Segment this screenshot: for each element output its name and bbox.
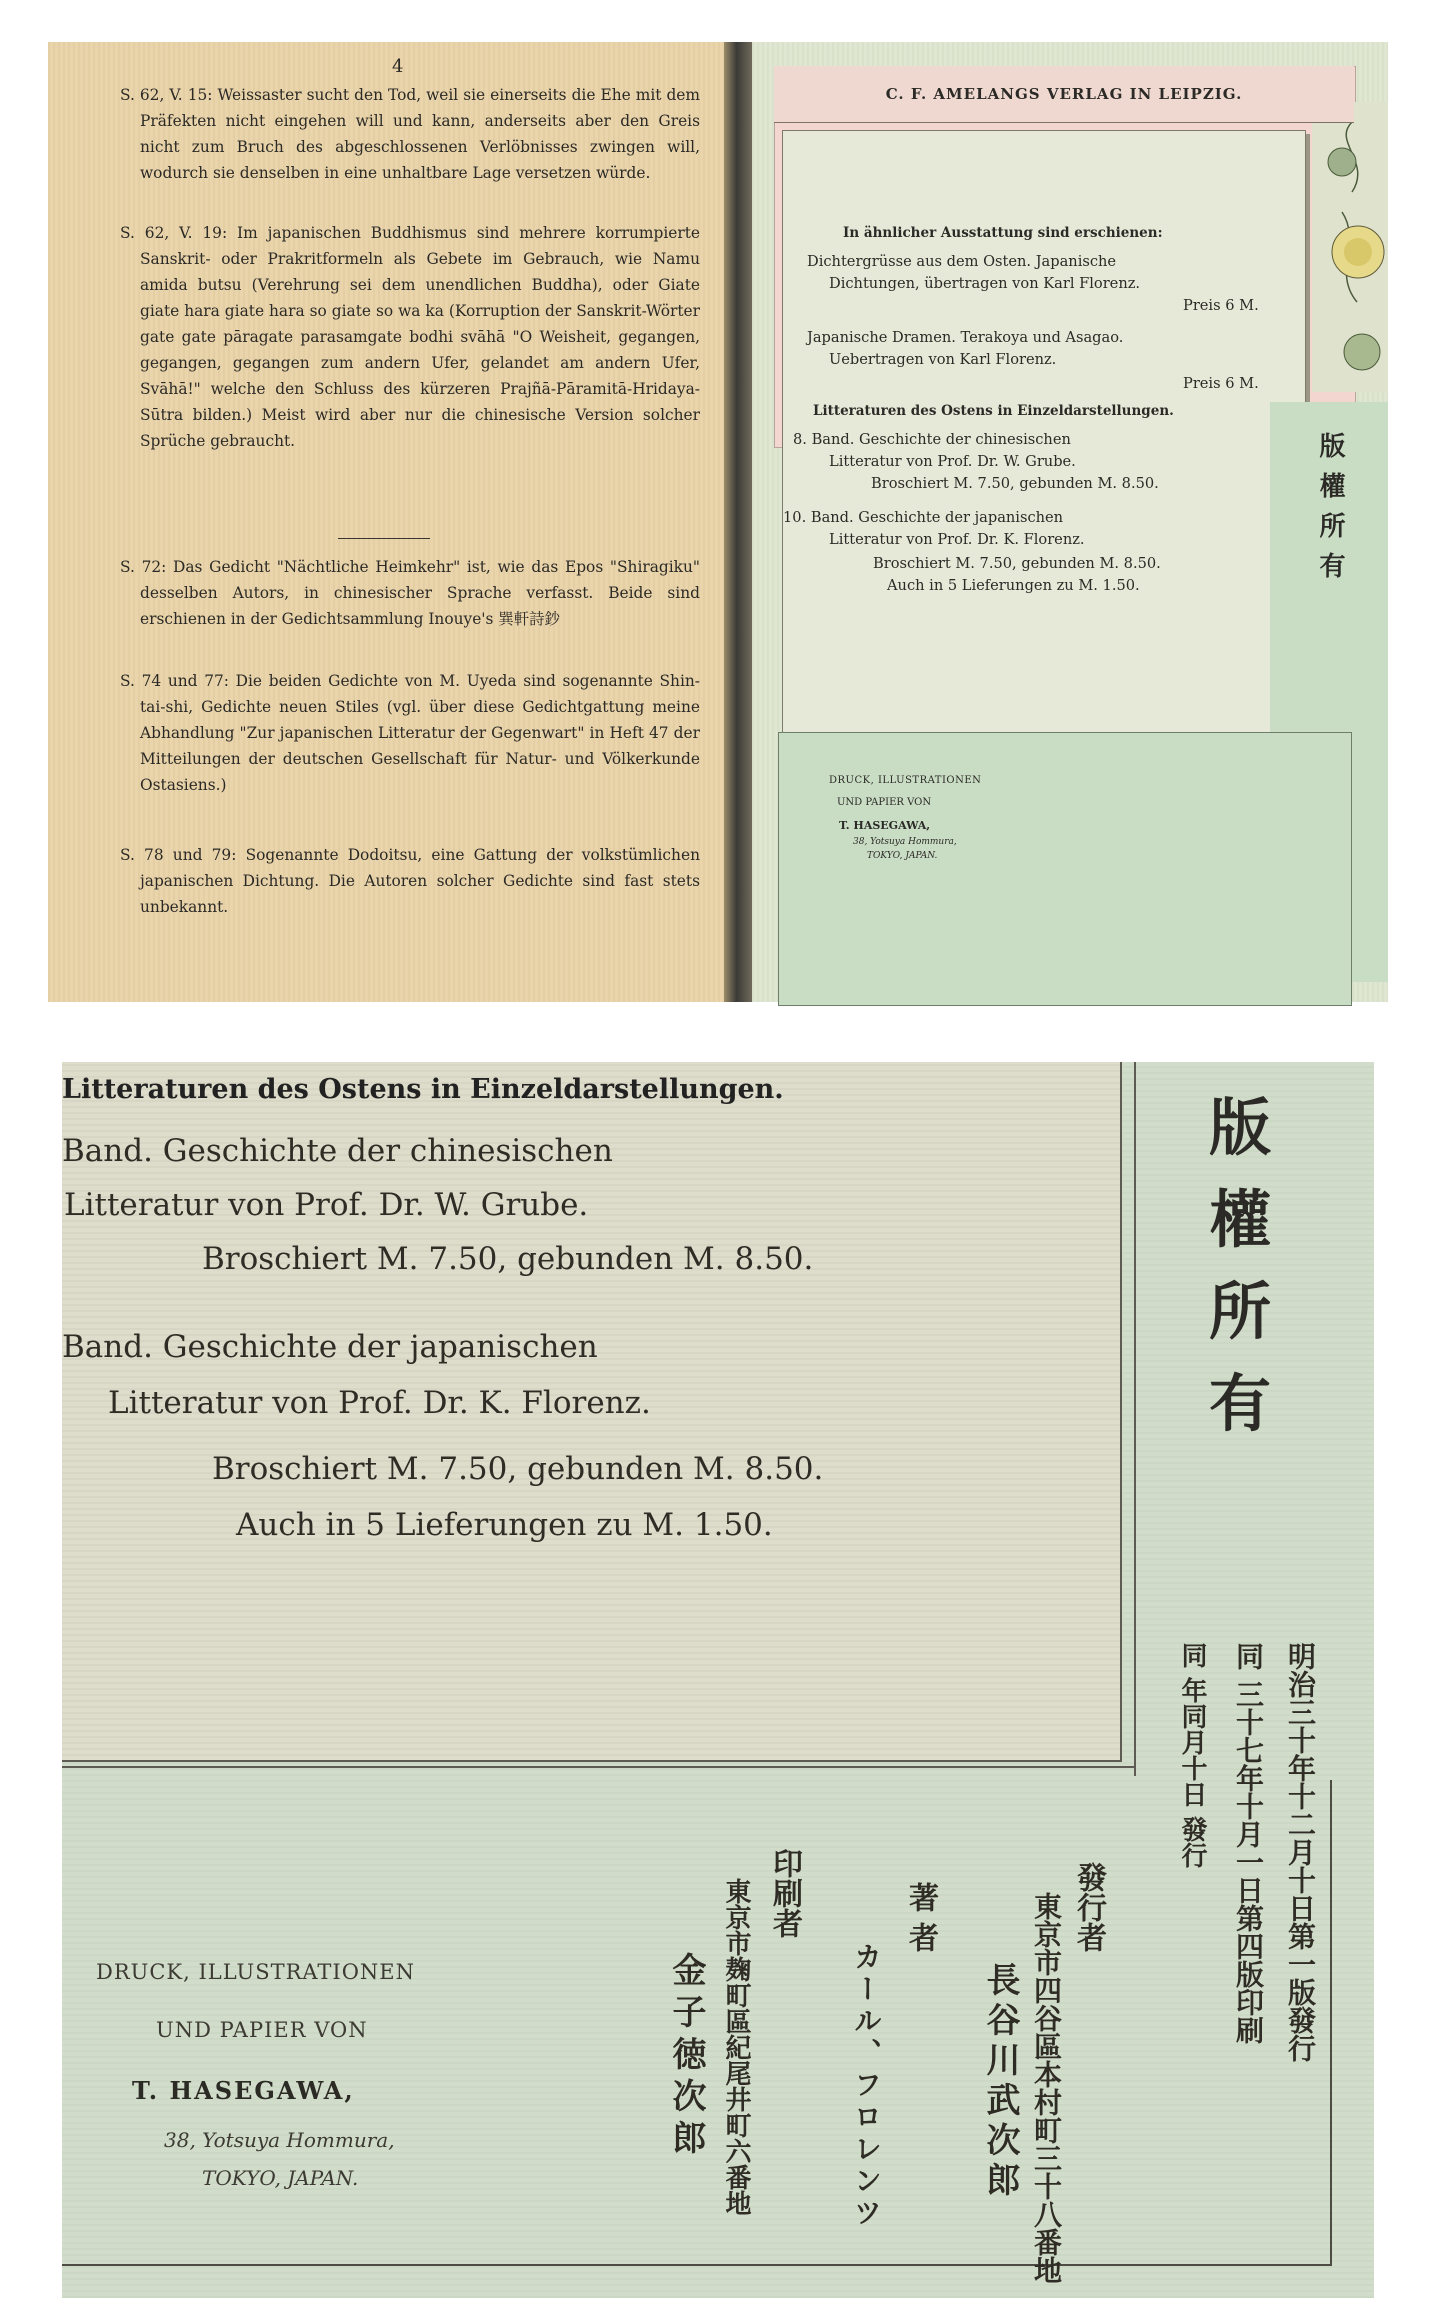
- imprint-en-line4: 38, Yotsuya Hommura,: [853, 837, 957, 847]
- ad-item1-line1: Dichtergrüsse aus dem Osten. Japanische: [807, 253, 1117, 270]
- publisher-label: 發行者: [1071, 1862, 1106, 1952]
- zoom-band-b-line2: Litteratur von Prof. Dr. K. Florenz.: [108, 1385, 651, 1421]
- ad-item2-price: Preis 6 M.: [1183, 375, 1259, 392]
- advertisement-box: [782, 130, 1306, 752]
- zoom-band-b-line1: Band. Geschichte der japanischen: [62, 1329, 598, 1365]
- book-gutter: [724, 42, 752, 1002]
- zoom-band-a-line3: Broschiert M. 7.50, gebunden M. 8.50.: [202, 1241, 814, 1277]
- date-first-edition: 明治三十年十二月十日第一版發行: [1284, 1642, 1317, 2062]
- imprint-en-line2: UND PAPIER VON: [837, 797, 932, 808]
- imprint-en-line1: DRUCK, ILLUSTRATIONEN: [829, 775, 982, 786]
- zoom-band-a-line1: Band. Geschichte der chinesischen: [62, 1133, 613, 1169]
- copyright-stamp: 版權所有: [1315, 432, 1345, 592]
- top-book-spread: [48, 42, 1388, 1002]
- left-page: [48, 42, 724, 1002]
- printer-label: 印刷者: [767, 1848, 802, 1938]
- date-fourth-issue: 同 年同月十日 發行: [1177, 1642, 1207, 1869]
- series-heading: Litteraturen des Ostens in Einzeldarstellungen.: [813, 403, 1174, 419]
- band10-line1: 10. Band. Geschichte der japanischen: [783, 509, 1064, 526]
- author-name: カール、フロレンツ: [850, 1942, 883, 2230]
- band10-line4: Auch in 5 Lieferungen zu M. 1.50.: [887, 577, 1140, 594]
- zoom-band-a-line2: Litteratur von Prof. Dr. W. Grube.: [64, 1187, 589, 1223]
- note-s74-77: S. 74 und 77: Die beiden Gedichte von M. Uyeda sind sogenannte Shin-tai-shi, Gedichte neuen Stiles (vgl. über diese Gedichtgattung meine Abhandlung "Zur japanischen Litteratur der Gegenwart" in Heft 47 der Mitteilungen der deutschen Gesellschaft für Natur- und Völkerkunde Ostasiens.): [120, 672, 700, 794]
- note-s62-v15: S. 62, V. 15: Weissaster sucht den Tod, weil sie einerseits die Ehe mit dem Präfekten nicht eingehen will und kann, anderseits aber den Greis nicht zum Bruch des abgeschlossenen Verlöbnisses zwingen will, wodurch sie denselben in eine unhaltbare Lage versetzen würde.: [120, 86, 700, 182]
- right-page: [752, 42, 1388, 1002]
- band8-line1: 8. Band. Geschichte der chinesischen: [793, 431, 1071, 448]
- note-s62-v19: S. 62, V. 19: Im japanischen Buddhismus sind mehrere korrumpierte Sanskrit- oder Prakritformeln als Gebete im Gebrauch, wie Namu amida butsu (Verehrung sei dem unendlichen Buddha), oder Giate giate hara giate hara so giate so wa ka (Korruption der Sanskrit-Wörter gate gate pāragate parasamgate bodhi svāhā "O Weisheit, gegangen, gegangen, gegangen zum andern Ufer, gelandet am andern Ufer, Svāhā!" welche den Schluss des kürzeren Prajñā-Pāramitā-Hridaya-Sūtra bilden.) Meist wird aber nur die chinesische Version solcher Sprüche gebraucht.: [120, 224, 700, 450]
- zoom-imprint-en-line3: T. HASEGAWA,: [132, 2076, 355, 2105]
- divider-rule: [338, 538, 430, 539]
- zoom-imprint-en-line1: DRUCK, ILLUSTRATIONEN: [96, 1960, 416, 1984]
- zoom-panel-border: [62, 1766, 1134, 1778]
- zoom-copyright-stamp: [1200, 1082, 1280, 1450]
- band10-line2: Litteratur von Prof. Dr. K. Florenz.: [829, 531, 1085, 548]
- author-label: 著者: [903, 1882, 938, 1962]
- copyright-char-1: 版: [1208, 1091, 1271, 1164]
- copyright-char-3: 所: [1208, 1275, 1271, 1348]
- band10-line3: Broschiert M. 7.50, gebunden M. 8.50.: [873, 555, 1161, 572]
- publisher-header-text: C. F. AMELANGS VERLAG IN LEIPZIG.: [885, 85, 1243, 103]
- publisher-header: [774, 66, 1354, 123]
- copyright-char-2: 權: [1208, 1183, 1271, 1256]
- ad-item1-line2: Dichtungen, übertragen von Karl Florenz.: [829, 275, 1141, 292]
- note-s72: S. 72: Das Gedicht "Nächtliche Heimkehr" ist, wie das Epos "Shiragiku" desselben Autors, in chinesischer Sprache verfasst. Beide sind erschienen in der Gedichtsammlung Inouye's 巽軒詩鈔: [120, 558, 700, 628]
- note-s78-79: S. 78 und 79: Sogenannte Dodoitsu, eine Gattung der volkstümlichen japanischen Dichtung. Die Autoren solcher Gedichte sind fast stets unbekannt.: [120, 846, 700, 916]
- imprint-en-line5: TOKYO, JAPAN.: [867, 851, 938, 861]
- zoom-band-b-line3: Broschiert M. 7.50, gebunden M. 8.50.: [212, 1451, 824, 1487]
- printer-address: 東京市麹町區紀尾井町六番地: [721, 1878, 751, 2216]
- page-number: 4: [392, 56, 404, 77]
- zoom-series-heading: Litteraturen des Ostens in Einzeldarstellungen.: [62, 1074, 784, 1105]
- publisher-name: 長谷川武次郎: [980, 1962, 1020, 2202]
- printer-name: 金子徳次郎: [666, 1952, 706, 2162]
- ad-heading: In ähnlicher Ausstattung sind erschienen:: [843, 225, 1163, 241]
- ad-item2-line1: Japanische Dramen. Terakoya und Asagao.: [807, 329, 1124, 346]
- zoom-imprint-en-line2: UND PAPIER VON: [156, 2018, 368, 2042]
- ad-item2-line2: Uebertragen von Karl Florenz.: [829, 351, 1057, 368]
- zoom-imprint-en-line5: TOKYO, JAPAN.: [202, 2166, 359, 2190]
- imprint-en-line3: T. HASEGAWA,: [839, 819, 931, 832]
- ad-item1-price: Preis 6 M.: [1183, 297, 1259, 314]
- zoomed-detail: [62, 1062, 1374, 2298]
- imprint-panel: [778, 732, 1352, 1006]
- zoom-imprint-en-line4: 38, Yotsuya Hommura,: [164, 2128, 395, 2152]
- publisher-address: 東京市四谷區本村町三十八番地: [1030, 1892, 1063, 2284]
- band8-line2: Litteratur von Prof. Dr. W. Grube.: [829, 453, 1076, 470]
- zoom-band-b-line4: Auch in 5 Lieferungen zu M. 1.50.: [236, 1507, 773, 1543]
- band8-line3: Broschiert M. 7.50, gebunden M. 8.50.: [871, 475, 1159, 492]
- chrysanthemum-illustration: [1312, 102, 1388, 392]
- zoom-panel-border-right: [1134, 1062, 1136, 1776]
- copyright-char-4: 有: [1208, 1367, 1271, 1440]
- date-fourth-printing: 同 三十七年十月一日第四版印刷: [1232, 1642, 1265, 2044]
